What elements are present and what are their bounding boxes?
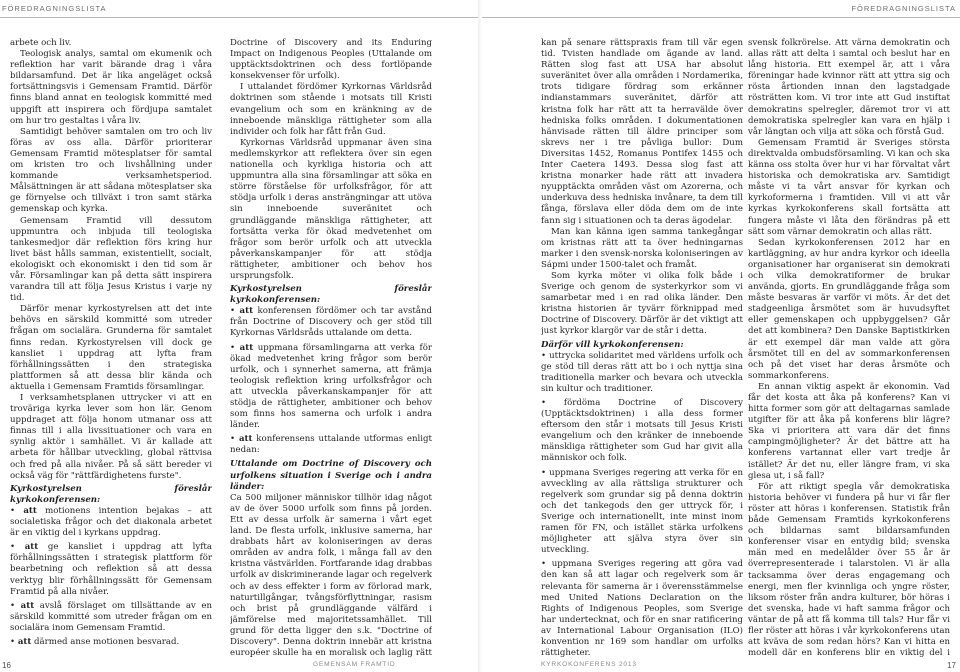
page-gutter [478, 0, 482, 672]
list-item: • att konferensens uttalande utformas enligt nedan: [230, 434, 432, 456]
text-column-1 [10, 38, 212, 658]
list-item: • att konferensen fördömer och tar avstånd från Doctrine of Discovery och ger stöd till Kyrkornas Världsråds uttalande om detta. [230, 306, 432, 339]
statement-heading: Uttalande om Doctrine of Discovery och urfolkens situation i Sverige och i andra länder: [230, 459, 432, 492]
list-item: • fördöma Doctrine of Discovery (Upptäcktsdoktrinen) i alla dess former eftersom den står i motsats till Jesus Kristi evangelium och den kränker de inneboende mänskliga rättigheter som Gud har givit alla människor och folk. [541, 398, 743, 465]
paragraph: Ca 500 miljoner människor tillhör idag något av de över 5000 urfolk som finns på jorden. Ett av dessa urfolk är samerna i vårt eget land. De flesta urfolk, inklusive samerna, har drabbats hårt av koloniseringen av deras områden av andra folk, i många fall av den kristna västvärlden. Fortfarande idag drabbas urfolk av diskriminerande lagar och regelverk och av dess effekter i form av förlorad mark, naturtillgångar, tvångsförflyttningar, rasism och brist på grundläggande välfärd i jämförelse med majoritetssamhället. Till grund för detta ligger den s.k. "Doctrine of Discovery". Denna doktrin innebär att kristna européer skulle ha en moralisk och laglig rätt [230, 492, 432, 658]
list-item: • att uppmana församlingarna att verka för ökad medvetenhet kring frågor som berör urfolk, och i synnerhet samerna, att främja teologisk reflektion kring urfolksfrågor och att utveckla påverkanskampanjer för att stödja de rättigheter, ambitioner och behov som finns hos samerna och urfolk i andra länder. [230, 343, 432, 432]
list-item: • att därmed anse motionen besvarad. [10, 637, 212, 648]
proposal-heading: Kyrkostyrelsen föreslår kyrkokonferensen: [230, 284, 432, 306]
proposal-list [230, 306, 432, 456]
text-column-3 [541, 38, 743, 658]
header-rule-left [0, 17, 478, 18]
paragraph: Kyrkornas Världsråd uppmanar även sina medlemskyrkor att reflektera över sin egen nationella och kyrkliga historia och att uppmuntra alla sina församlingar att söka en större förståelse för urfolksfrågor, för att stödja urfolk i deras ansträngningar att utöva sin inneboende suveränitet och grundläggande mänskliga rättigheter, att fortsätta verka för ökad medvetenhet om frågor som berör urfolk och att utveckla påverkanskampanjer för att stödja rättigheter, ambitioner och behov hos ursprungsfolk. [230, 137, 432, 281]
footer-right-label: KYRKOKONFERENS 2013 [541, 661, 637, 668]
paragraph: För att riktigt spegla vår demokratiska historia behöver vi fundera på hur vi får fler röster att höras i konferensen. Statistik från både Gemensam Framtids kyrkokonferens och bildarnas samt bildarsamfunden konferenser visar en entydig bild; svenska män med en medelålder över 55 år är överrepresenterade i talarstolen. Vi är alla tacksamma över deras engagemang och energi, men fler kvinnliga och yngre röster, liksom röster från andra kulturer, bör höras i det svenska, hade vi haft samma frågor och väntar de på att få komma till tals? Hur får vi fler röster att höras i vår kyrkokonferens utan att kväva de som redan hörs? Kan vi hitta en modell där en konferens blir en viktig del i [748, 481, 950, 658]
paragraph: Samtidigt behöver samtalen om tro och liv föras av oss alla. Därför prioriterar Gemensam Framtid mötesplatser för samtal om kristen tro och livshållning under kommande verksamhetsperiod. Målsättningen är att sådana mötesplatser ska ge förnyelse och tillväxt i tron samt stärka gemenskap och kyrka. [10, 126, 212, 215]
list-item: • att ge kansliet i uppdrag att lyfta förhållningssätten i strategisk plattform för bearbetning och reflektion så att dessa verktyg blir förhållningssätt för Gemensam Framtid på alla nivåer. [10, 542, 212, 597]
paragraph: Man kan känna igen samma tankegångar om kristnas rätt att ta över hedningarnas marker i den svensk-norska koloniseringen av Sápmi under 1500-talet och framåt. [541, 226, 743, 270]
list-item: • att motionens intention bejakas – att socialetiska frågor och det diakonala arbetet är en viktig del i kyrkans uppdrag. [10, 506, 212, 539]
paragraph: Doctrine of Discovery and its Enduring Impact on Indigenous Peoples (Uttalande om upptäcktsdoktrinen och dess fortlöpande konsekvenser för urfolk). [230, 38, 432, 82]
proposal-list [10, 506, 212, 648]
paragraph: I uttalandet fördömer Kyrkornas Världsråd doktrinen som stående i motsats till Kristi evangelium och som en kränkning av de inneboende mänskliga rättigheter som alla individer och folk har fått från Gud. [230, 82, 432, 137]
running-header-right: FÖREDRAGNINGSLISTA [851, 4, 956, 13]
paragraph: Gemensam Framtid är Sveriges största direktvalda ombudsförsamling. Vi kan och ska känna oss stolta över hur vi har förvaltat vårt historiska och demokratiska arv. Samtidigt måste vi ta vårt ansvar för kyrkan och kyrkoformerna i framtiden. Vill vi att vår kyrkas kyrkokonferens skall fortsätta att fungera måste vi låta den förändras på ett sätt som värnar demokratin och allas rätt. [748, 137, 950, 237]
footer-left-label: GEMENSAM FRAMTID [313, 661, 396, 668]
paragraph: Därför menar kyrkostyrelsen att det inte behövs en särskild kommitté som utreder frågan om socialära. Grunderna för samtalet finns redan. Kyrkostyrelsen vill dock ge kansliet i uppdrag att lyfta fram förhållningssätten i den strategiska plattformen så att dessa blir kända och aktuella i Gemensam Framtids församlingar. [10, 304, 212, 392]
paragraph: kan på senare rättspraxis fram till vår egen tid. Tvisten handlade om ägande av land. Rätten slog fast att USA har absolut suveränitet över alla områden i Nordamerika, trots tidigare fördrag som erkänner indianstammars suveränitet, därför att kristna folk har rätt att ta herravälde över hedniska folks områden. I dokumentationen hänvisade rätten till äldre principer som skrevs ner i tre påvliga bullor: Dum Diversitas 1452, Romanus Pontifex 1455 och Inter Caetera 1493. Dessa slog fast att kristna monarker hade rätt att invadera nyupptäckta områden väst om Azorerna, och underkuva dess hedniska invånare, ta dem till fånga, förslava eller döda dem om de inte fann sig i situationen och ta deras ägodelar. [541, 38, 743, 226]
running-header-left: FÖREDRAGNINGSLISTA [2, 4, 107, 13]
header-rule-right [482, 17, 960, 18]
page-number-right: 17 [947, 661, 956, 670]
paragraph: I verksamhetsplanen uttrycker vi att en troväriga kyrka lever som hon lär. Genom uppdraget att följa honom utmanar oss att finnas till i alla livssituationer och vara en synlig aktör i samhället. Vi är kallade att arbeta för hållbar utveckling, global rättvisa och fred på alla nivåer. På så sätt bereder vi också väg för "rättfärdighetens furste". [10, 393, 212, 481]
page-number-left: 16 [2, 661, 11, 670]
list-item: • uppmana Sveriges regering att verka för en avveckling av alla rättsliga strukturer och regelverk som grundar sig på denna doktrin och det tankegods den ger uttryck för, i Sverige och internationellt, inte minst inom ramen för FN, och istället stärka urfolkens möjligheter att själva styra över sin utveckling. [541, 468, 743, 557]
text-column-4 [748, 38, 950, 658]
list-item: • uppmana Sveriges regering att göra vad den kan så att lagar och regelverk som är relevanta för samerna är i överensstämmelse med United Nations Declaration on the Rights of Indigenous Peoples, som Sverige har undertecknat, och för en snar ratificering av International Labour Organisation (ILO) konvention nr 169 som handlar om urfolks rättigheter. [541, 559, 743, 658]
paragraph: Som kyrka möter vi olika folk både i Sverige och genom de systerkyrkor som vi samarbetar med i en rad olika länder. Den kristna historien är tyvärr förknippad med Doctrine of Discovery. Därför är det viktigt att just kyrkor klargör var de står i detta. [541, 270, 743, 337]
declaration-heading: Därför vill kyrkokonferensen: [541, 339, 684, 350]
paragraph: svensk folkrörelse. Att värna demokratin och allas rätt att delta i samtal och beslut har en lång historia. Ett exempel är, att i våra föreningar hade kvinnor rätt att yttra sig och rösta årtionden innan den lagstadgade rösträtten kom. Vi tror inte att Gud instiftat demokratins spelregler, däremot tror vi att demokratiska spelregler kan vara en hjälp i vår längtan och vilja att söka och förstå Gud. [748, 38, 950, 137]
list-item: • uttrycka solidaritet med världens urfolk och ge stöd till deras rätt att bo i och nyttja sina traditionella marker och bevara och utveckla sin kultur och traditioner. [541, 351, 743, 395]
text-column-2 [230, 38, 432, 658]
paragraph: Sedan kyrkokonferensen 2012 har en kartläggning, av hur andra kyrkor och ideella organisationer har organiserat sin demokrati och vilka demokratiformer de brukar använda, gjorts. En grundläggande fråga som måste besvaras är varför vi möts. Är det det stadgeenliga årsmötet som är huvudsyftet eller gemenskapen och uppbyggelsen? Går det att kombinera? Den Danske Baptistkirken är ett exempel där man valde att göra årsmötet till en del av sommarkonferensen och på det viset har deras årsmöte och sommarkonferens. [748, 237, 950, 381]
paragraph: Gemensam Framtid vill dessutom uppmuntra och inbjuda till teologiska tankesmedjor där reflektion förs kring hur livet bäst hålls samman, existentiellt, socialt, ekologiskt och ekonomiskt i den tid som är vår. Församlingar kan på detta sätt inspirera varandra till att följa Jesus Kristus i varje ny tid. [10, 215, 212, 304]
paragraph: En annan viktig aspekt är ekonomin. Vad får det kosta att åka på konferens? Kan vi hitta former som gör att deltagarnas samlade utgifter för att åka på konferens blir lägre? Ska vi prioritera att vara där det finns campingmöjligheter? Är det bättre att ha konferens vartannat eller vart tredje år istället? Är det nu, eller längre fram, vi ska glesa ut, i så fall? [748, 381, 950, 481]
paragraph: arbete och liv. [10, 38, 72, 48]
declaration-list [541, 351, 743, 658]
list-item: • att avslå förslaget om tillsättande av en särskild kommitté som utreder frågan om en socialära inom Gemensam Framtid. [10, 601, 212, 634]
proposal-heading: Kyrkostyrelsen föreslår kyrkokonferensen: [10, 483, 212, 505]
paragraph: Teologisk analys, samtal om ekumenik och reflektion har varit bärande drag i våra bildarsamfund. Det är lika angeläget också fortsättningsvis i Gemensam Framtid. Därför finns bland annat en teologisk kommitté med uppgift att inspirera och fördjupa samtalet om hur tro gestaltas i våra liv. [10, 49, 212, 126]
